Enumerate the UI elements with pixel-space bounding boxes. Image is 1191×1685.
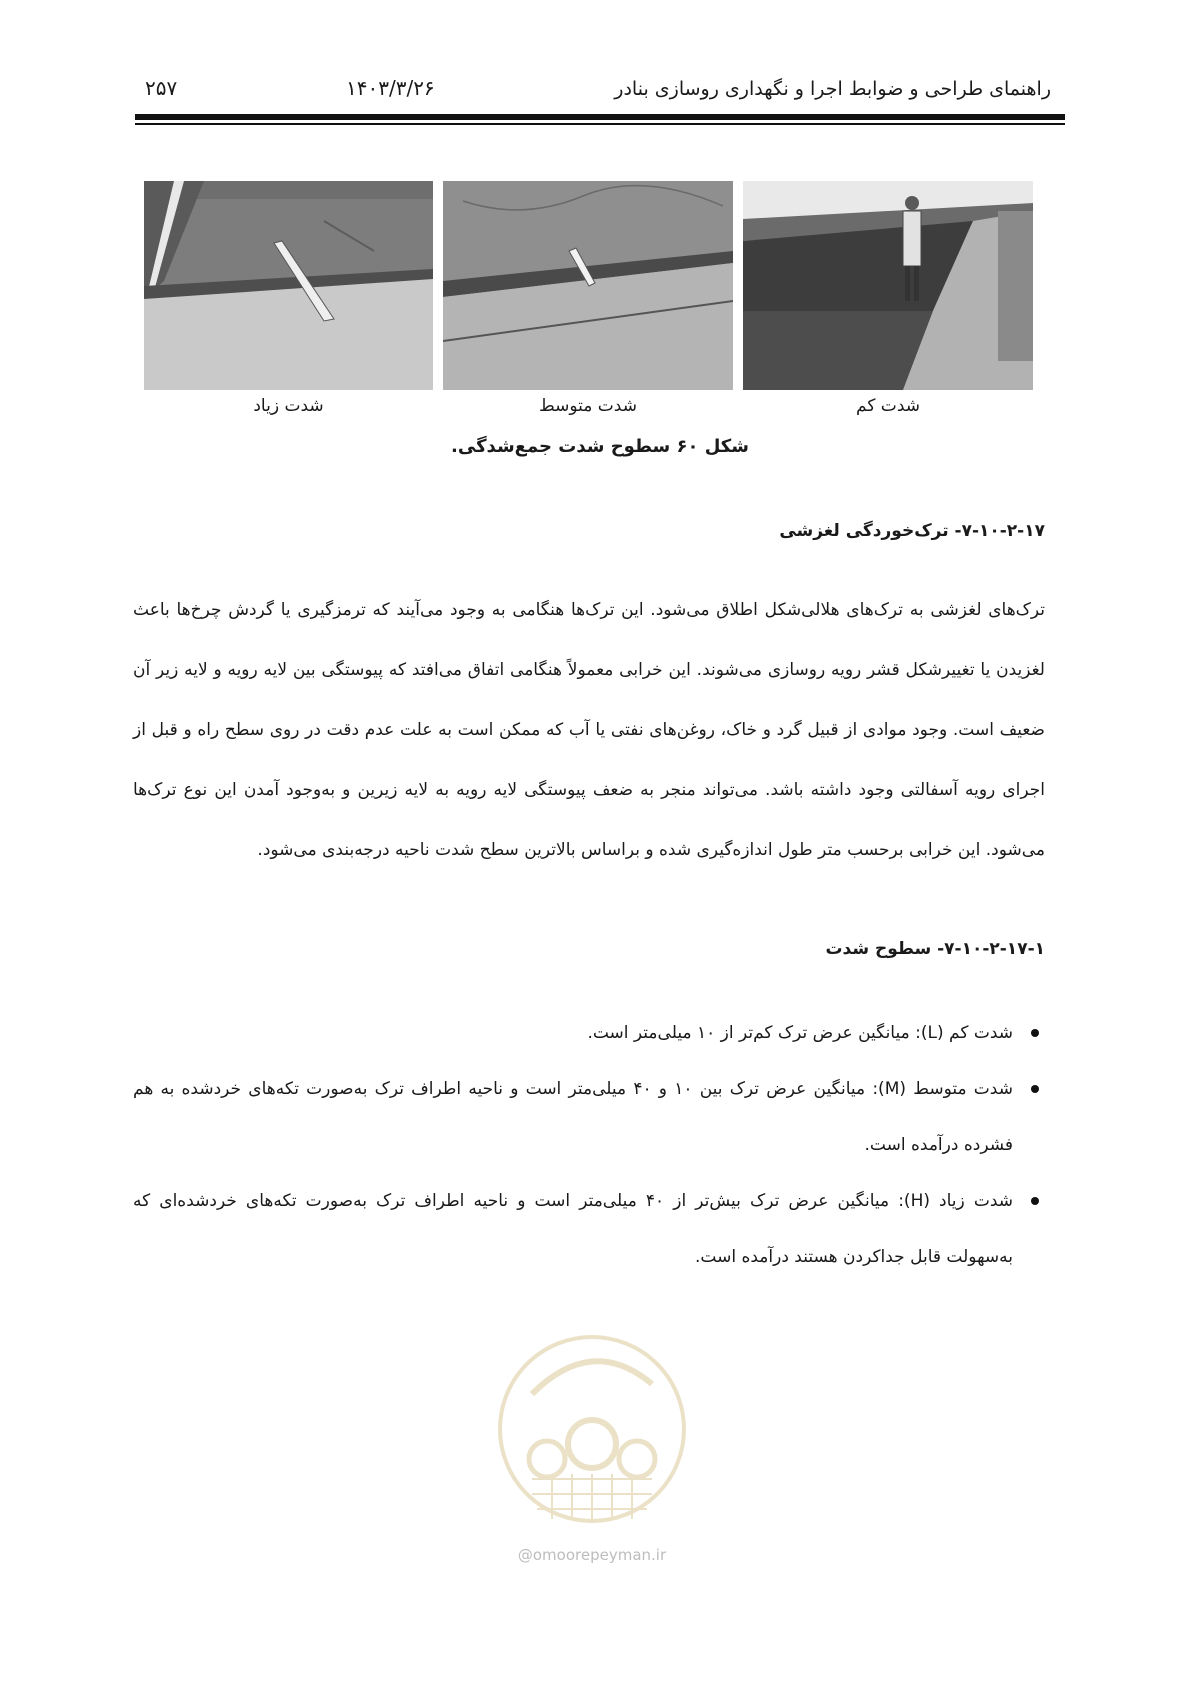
- photo-high-severity: [144, 181, 433, 390]
- page-number: ۲۵۷: [145, 76, 178, 100]
- photo-medium-severity: [443, 181, 733, 390]
- running-header-date: ۱۴۰۳/۳/۲۶: [346, 76, 435, 100]
- bullet-icon: [1031, 1197, 1039, 1205]
- subsection-heading: ۷-۱۰-۲-۱۷-۱- سطوح شدت: [825, 939, 1045, 959]
- list-item: [133, 1005, 1045, 1061]
- section-paragraph: ترک‌های لغزشی به ترک‌های هلالی‌شکل اطلاق می‌شود. این ترک‌ها هنگامی به وجود می‌آیند که ترمزگیری یا گردش چرخ‌ها باعث لغزیدن یا تغییرشکل قشر رویه روسازی می‌شوند. این خرابی معمولاً هنگامی اتفاق می‌افتد که پیوستگی بین لایه رویه و لایه زیر آن ضعیف است. وجود موادی از قبیل گرد و خاک، روغن‌های نفتی یا آب که ممکن است به علت عدم دقت در روی سطح راه و قبل از اجرای رویه آسفالتی وجود داشته باشد. می‌تواند منجر به ضعف پیوستگی لایه رویه به لایه زیرین و به‌وجود آمدن این نوع ترک‌ها می‌شود. این خرابی برحسب متر طول اندازه‌گیری شده و براساس بالاترین سطح شدت ناحیه درجه‌بندی می‌شود.: [133, 600, 1045, 860]
- bullet-icon: [1031, 1029, 1039, 1037]
- caption-low-severity: شدت کم: [856, 396, 920, 416]
- list-item: [133, 1173, 1045, 1285]
- header-rule-thin: [135, 123, 1065, 125]
- list-item-text: شدت زیاد (H): میانگین عرض ترک بیش‌تر از ۴۰ میلی‌متر است و ناحیه اطراف ترک به‌صورت تکه‌های خردشده‌ای که به‌سهولت قابل جداکردن هستند درآمده است.: [133, 1191, 1013, 1267]
- figure-title: شکل ۶۰ سطوح شدت جمع‌شدگی.: [451, 436, 749, 457]
- list-item: [133, 1061, 1045, 1173]
- header-rule-thick: [135, 114, 1065, 120]
- list-item-text: شدت متوسط (M): میانگین عرض ترک بین ۱۰ و ۴۰ میلی‌متر است و ناحیه اطراف ترک به‌صورت تکه‌های خردشده به هم فشرده درآمده است.: [133, 1079, 1013, 1155]
- watermark-url: @omoorepeyman.ir: [517, 1546, 667, 1564]
- bullet-icon: [1031, 1085, 1039, 1093]
- caption-medium-severity: شدت متوسط: [539, 396, 637, 416]
- list-item-text: شدت کم (L): میانگین عرض ترک کم‌تر از ۱۰ میلی‌متر است.: [587, 1023, 1013, 1043]
- caption-high-severity: شدت زیاد: [253, 396, 324, 416]
- watermark-logo: [492, 1324, 692, 1544]
- severity-list: [133, 1005, 1045, 1285]
- section-heading: ۷-۱۰-۲-۱۷- ترک‌خوردگی لغزشی: [779, 521, 1045, 541]
- photo-low-severity: [743, 181, 1033, 390]
- running-header-title: راهنمای طراحی و ضوابط اجرا و نگهداری روسازی بنادر: [614, 78, 1051, 100]
